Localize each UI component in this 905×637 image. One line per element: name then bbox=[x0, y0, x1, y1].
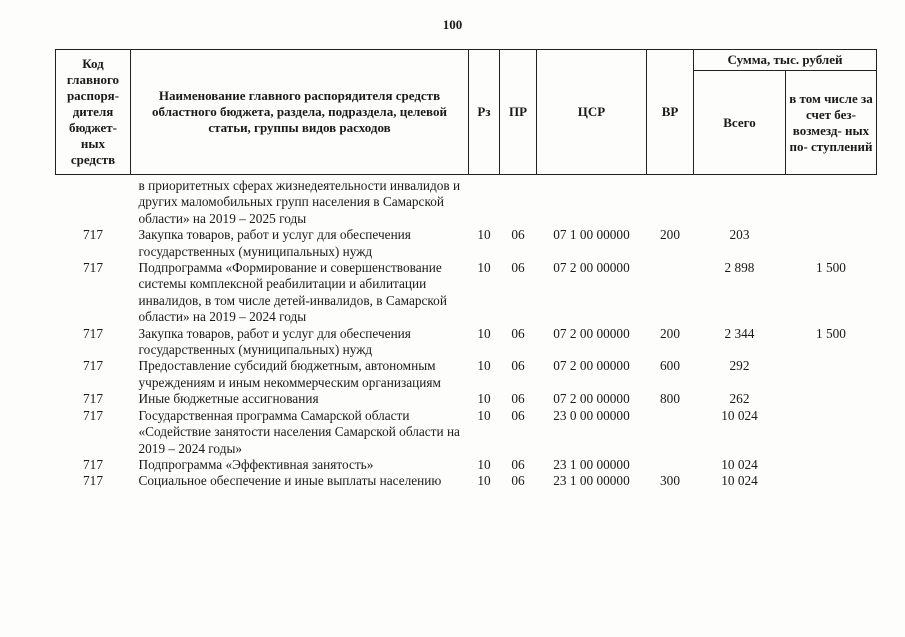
cell-code: 717 bbox=[83, 358, 103, 374]
cell-total bbox=[694, 175, 786, 228]
cell-total: 10 024 bbox=[721, 456, 758, 472]
cell-name: Подпрограмма «Формирование и совершенствование системы комплексной реабилитации и абилитации инвалидов, в том числе детей-инвалидов, в Самарской области» на 2019 – 2024 годы bbox=[138, 260, 447, 325]
cell-csr: 07 2 00 00000 bbox=[553, 358, 630, 374]
cell-rz: 10 bbox=[477, 325, 491, 341]
cell-vr: 600 bbox=[660, 358, 680, 374]
cell-code: 717 bbox=[83, 227, 103, 243]
cell-name: Государственная программа Самарской области «Содействие занятости населения Самарской области на 2019 – 2024 годы» bbox=[138, 407, 460, 456]
cell-vr: 800 bbox=[660, 391, 680, 407]
cell-name: Подпрограмма «Эффективная занятость» bbox=[138, 456, 374, 472]
cell-total: 292 bbox=[729, 358, 750, 374]
cell-name: Закупка товаров, работ и услуг для обеспечения государственных (муниципальных) нужд bbox=[138, 227, 411, 259]
cell-name: Предоставление субсидий бюджетным, автономным учреждениям и иным некоммерческим организациям bbox=[138, 358, 441, 390]
cell-pr bbox=[500, 175, 537, 228]
budget-table bbox=[55, 49, 877, 490]
table-row bbox=[56, 391, 877, 407]
cell-code: 717 bbox=[83, 473, 103, 489]
cell-grants: 1 500 bbox=[816, 260, 846, 276]
cell-vr bbox=[647, 260, 694, 326]
cell-grants bbox=[786, 473, 877, 489]
table-row bbox=[56, 408, 877, 457]
cell-total: 203 bbox=[729, 227, 750, 243]
header-vr: ВР bbox=[647, 50, 694, 175]
cell-grants bbox=[786, 227, 877, 260]
cell-grants bbox=[786, 175, 877, 228]
cell-pr: 06 bbox=[511, 260, 525, 276]
cell-code: 717 bbox=[83, 456, 103, 472]
cell-csr: 07 1 00 00000 bbox=[553, 227, 630, 243]
table-header bbox=[56, 50, 877, 175]
cell-pr: 06 bbox=[511, 391, 525, 407]
header-code: Код главного распоря- дителя бюджет- ных средств bbox=[56, 50, 131, 175]
cell-vr bbox=[647, 408, 694, 457]
cell-vr bbox=[647, 457, 694, 473]
cell-grants bbox=[786, 391, 877, 407]
cell-name: в приоритетных сферах жизнедеятельности инвалидов и других маломобильных групп населения в Самарской области» на 2019 – 2025 годы bbox=[138, 178, 461, 226]
cell-grants bbox=[786, 408, 877, 457]
cell-code: 717 bbox=[83, 407, 103, 423]
header-total: Всего bbox=[694, 71, 786, 175]
cell-csr bbox=[537, 175, 647, 228]
cell-rz: 10 bbox=[477, 227, 491, 243]
cell-total: 10 024 bbox=[721, 473, 758, 489]
cell-code: 717 bbox=[83, 260, 103, 276]
cell-pr: 06 bbox=[511, 473, 525, 489]
header-sum: Сумма, тыс. рублей bbox=[694, 50, 877, 71]
table-row bbox=[56, 457, 877, 473]
header-name: Наименование главного распорядителя средств областного бюджета, раздела, подраздела, целевой статьи, группы видов расходов bbox=[131, 50, 469, 175]
cell-grants bbox=[786, 358, 877, 391]
table-row bbox=[56, 227, 877, 260]
page-number: 100 bbox=[442, 17, 463, 32]
cell-pr: 06 bbox=[511, 456, 525, 472]
cell-code: 717 bbox=[83, 325, 103, 341]
header-csr: ЦСР bbox=[537, 50, 647, 175]
cell-name: Социальное обеспечение и иные выплаты населению bbox=[138, 473, 442, 489]
cell-csr: 23 0 00 00000 bbox=[553, 407, 630, 423]
cell-csr: 07 2 00 00000 bbox=[553, 325, 630, 341]
cell-csr: 23 1 00 00000 bbox=[553, 456, 630, 472]
cell-name: Закупка товаров, работ и услуг для обеспечения государственных (муниципальных) нужд bbox=[138, 325, 411, 358]
cell-code bbox=[56, 175, 131, 228]
cell-rz: 10 bbox=[477, 407, 491, 423]
cell-total: 262 bbox=[729, 391, 750, 407]
cell-vr: 300 bbox=[660, 473, 680, 489]
table-row bbox=[56, 175, 877, 228]
header-rz: Рз bbox=[469, 50, 500, 175]
table-row bbox=[56, 326, 877, 359]
cell-code: 717 bbox=[83, 391, 103, 407]
cell-grants bbox=[786, 457, 877, 473]
cell-total: 2 344 bbox=[724, 325, 755, 341]
cell-total: 10 024 bbox=[721, 407, 758, 423]
cell-vr bbox=[647, 175, 694, 228]
cell-rz: 10 bbox=[477, 473, 491, 489]
cell-total: 2 898 bbox=[724, 260, 755, 276]
cell-csr: 07 2 00 00000 bbox=[553, 260, 630, 276]
table-row bbox=[56, 473, 877, 489]
cell-csr: 23 1 00 00000 bbox=[553, 473, 630, 489]
header-grants: в том числе за счет без- возмезд- ных по- ступлений bbox=[786, 71, 877, 175]
cell-vr: 200 bbox=[660, 325, 680, 341]
cell-pr: 06 bbox=[511, 407, 525, 423]
cell-pr: 06 bbox=[511, 358, 525, 374]
cell-name: Иные бюджетные ассигнования bbox=[138, 391, 319, 407]
cell-rz: 10 bbox=[477, 456, 491, 472]
cell-vr: 200 bbox=[660, 227, 680, 243]
cell-pr: 06 bbox=[511, 325, 525, 341]
table-row bbox=[56, 260, 877, 326]
cell-csr: 07 2 00 00000 bbox=[553, 391, 630, 407]
cell-rz: 10 bbox=[477, 260, 491, 276]
cell-pr: 06 bbox=[511, 227, 525, 243]
cell-grants: 1 500 bbox=[816, 325, 846, 341]
table-row bbox=[56, 358, 877, 391]
cell-rz: 10 bbox=[477, 358, 491, 374]
header-pr: ПР bbox=[500, 50, 537, 175]
cell-rz bbox=[469, 175, 500, 228]
cell-rz: 10 bbox=[477, 391, 491, 407]
